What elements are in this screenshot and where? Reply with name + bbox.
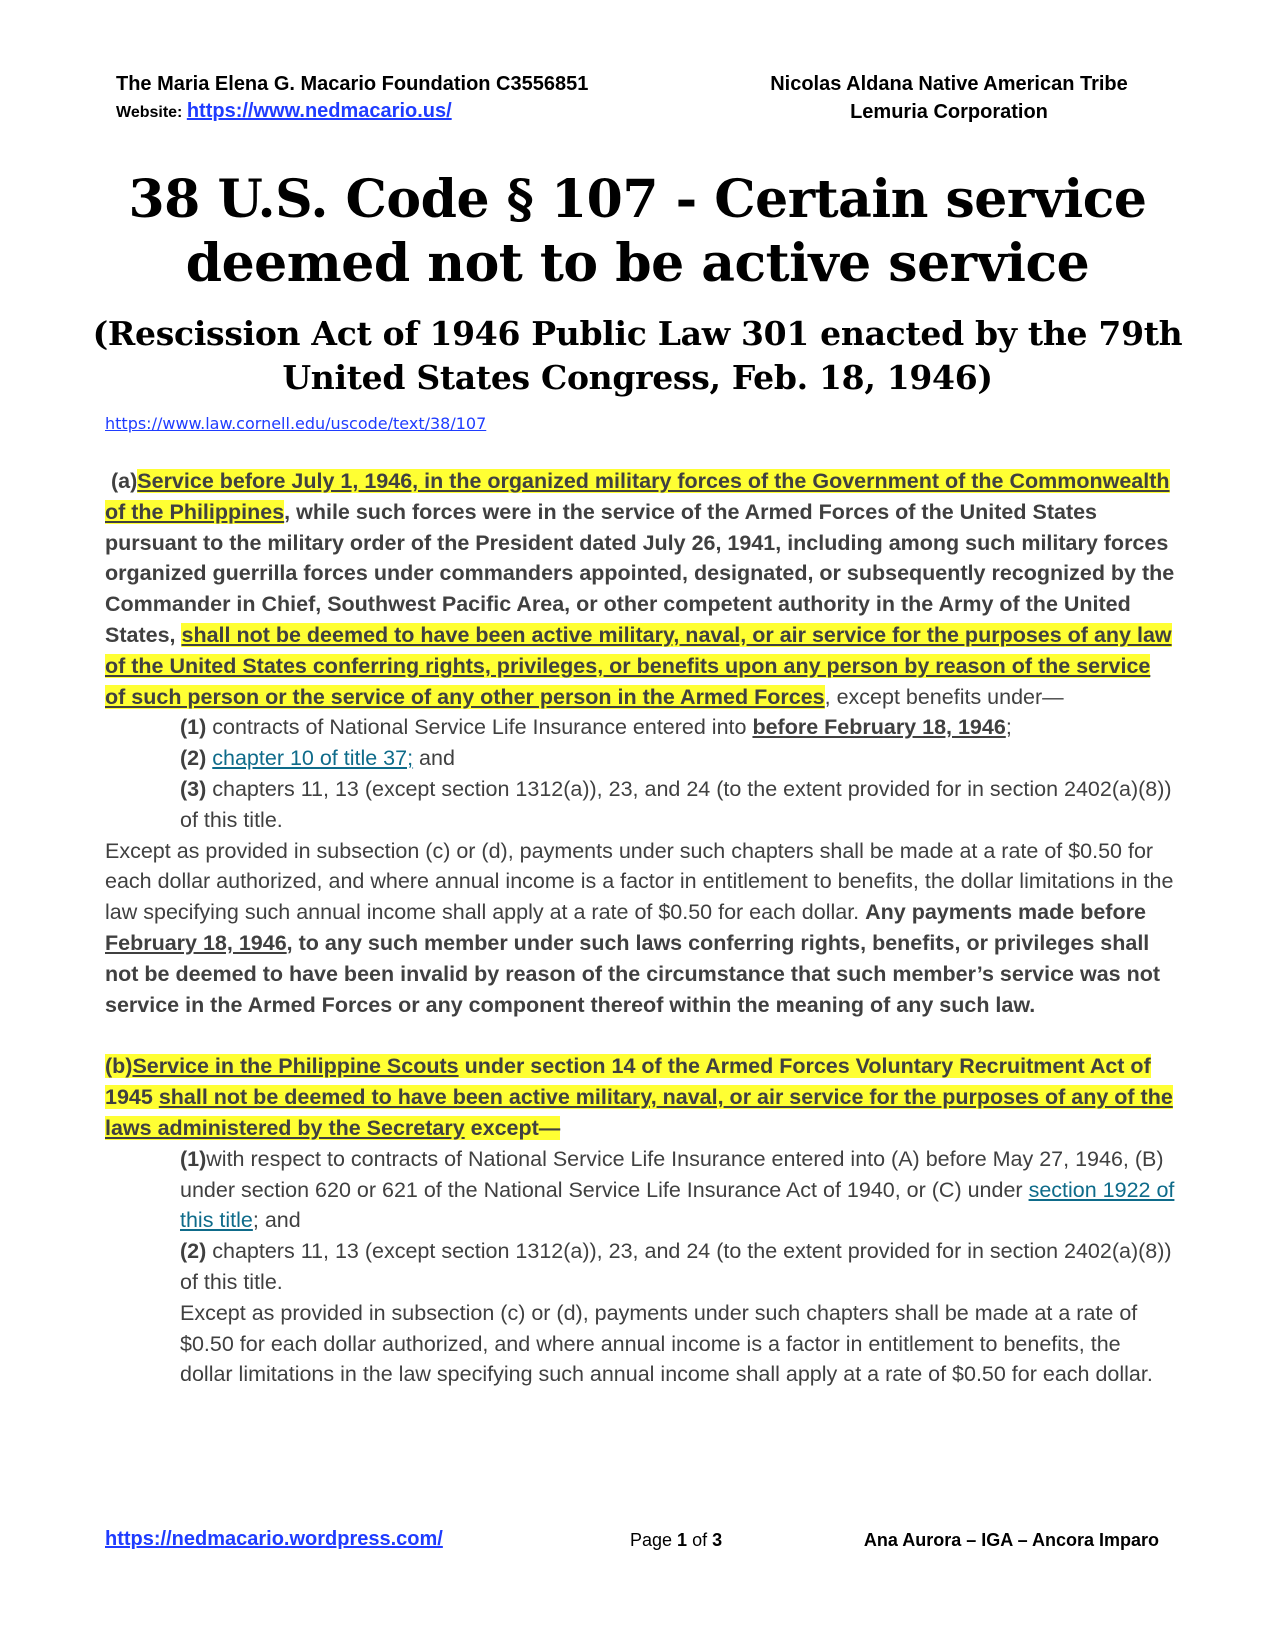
section-b-text1: under section 14 of the Armed Forces Voluntary Recruitment Act of 1945	[105, 1054, 1151, 1110]
para-bold-1: Any payments made before	[865, 900, 1146, 925]
item-end: ;	[1005, 715, 1012, 740]
section-a-text2: , except benefits under—	[824, 684, 1064, 709]
section-a-highlight-start: Service before July 1, 1946, in the organized military forces of the Government of the Commonwealth of the Philippines	[105, 469, 1170, 524]
footer-link[interactable]: https://nedmacario.wordpress.com/	[105, 1528, 443, 1550]
page-total: 3	[712, 1530, 723, 1550]
item-date: before February 18, 1946	[752, 715, 1006, 740]
section-a-text1: , while such forces were in the service of the Armed Forces of the United States pursuant to the military order of the President dated July 26, 1941, including among such military forces organized guerrilla forces under commanders appointed, designated, or subsequently recognized by the Commander in Chief, Southwest Pacific Area, or other competent authority in the Army of the United States,	[105, 499, 1175, 647]
item-text: chapters 11, 13 (except section 1312(a)), 23, and 24 (to the extent provided for in section 2402(a)(8)) of this title.	[180, 776, 1172, 832]
item-number: (1)	[180, 1146, 207, 1171]
item-end: ; and	[252, 1208, 301, 1233]
item-end: and	[413, 746, 455, 771]
para-date: February 18, 1946	[105, 930, 287, 955]
header-left	[116, 70, 588, 126]
item-number: (3)	[180, 776, 207, 801]
section-b-item-2	[105, 1236, 1175, 1298]
item-text: contracts of National Service Life Insurance entered into	[206, 715, 753, 740]
section-a-item-3	[105, 774, 1175, 836]
website-link[interactable]: https://www.nedmacario.us/	[186, 100, 452, 122]
section-a-item-1	[105, 712, 1175, 743]
item-number: (2)	[180, 1239, 207, 1264]
item-text: chapters 11, 13 (except section 1312(a)), 23, and 24 (to the extent provided for in section 2402(a)(8)) of this title.	[180, 1239, 1172, 1294]
page-current: 1	[677, 1530, 688, 1550]
section-a-label: (a)	[110, 469, 138, 493]
section-b-highlight-deemed: shall not be deemed to have been active military, naval, or air service for the purposes of any of the laws administered by the Secretary	[105, 1085, 1173, 1140]
footer-right-text: Ana Aurora – IGA – Ancora Imparo	[863, 1530, 1159, 1550]
document-title: 38 U.S. Code § 107 - Certain service deemed not to be active service	[128, 169, 1147, 294]
item-number: (1)	[180, 715, 207, 740]
section-1922-link[interactable]: section 1922 of this title	[180, 1177, 1175, 1233]
foundation-name: The Maria Elena G. Macario Foundation C3556851	[116, 73, 589, 95]
section-b-highlight-scouts: Service in the Philippine Scouts	[132, 1054, 459, 1079]
document-body	[105, 466, 1175, 1390]
document-subtitle: (Rescission Act of 1946 Public Law 301 enacted by the 79th United States Congress, Feb. 18, 1946)	[92, 314, 1183, 397]
page-of: of	[687, 1530, 713, 1550]
section-b-label: (b)	[105, 1054, 133, 1079]
website-line	[116, 98, 588, 126]
section-a-paragraph	[105, 466, 1175, 712]
page-prefix: Page	[630, 1530, 678, 1550]
corporation-name: Lemuria Corporation	[850, 101, 1048, 123]
section-a-highlight-mid: shall not be deemed to have been active military, naval, or air service for the purposes of any law of the United States conferring rights, privileges, or benefits upon any person by reason of the service of such person or the service of any other person in the Armed Forces	[105, 622, 1172, 709]
website-label: Website:	[116, 104, 187, 121]
chapter-10-link[interactable]: chapter 10 of title 37;	[212, 746, 414, 771]
para-text: Except as provided in subsection (c) or (d), payments under such chapters shall be made at a rate of $0.50 for each dollar authorized, and where annual income is a factor in entitlement to benefits, the dollar limitations in the law specifying such annual income shall apply at a rate of $0.50 for each dollar.	[105, 838, 1174, 925]
page-footer	[105, 1528, 1159, 1558]
item-number: (2)	[180, 746, 207, 771]
header-right	[739, 70, 1159, 126]
page-header	[116, 70, 1159, 126]
item-text: with respect to contracts of National Service Life Insurance entered into (A) before May 27, 1946, (B) under section 620 or 621 of the National Service Life Insurance Act of 1940, or (C) under	[180, 1146, 1164, 1202]
section-gap	[105, 1020, 1175, 1051]
section-a-paragraph-2	[105, 836, 1175, 1021]
source-link[interactable]: https://www.law.cornell.edu/uscode/text/38/107	[105, 414, 487, 433]
section-a-item-2	[105, 743, 1175, 774]
section-b-text2: except—	[464, 1115, 561, 1140]
section-b-paragraph-2: Except as provided in subsection (c) or (d), payments under such chapters shall be made at a rate of $0.50 for each dollar authorized, and where annual income is a factor in entitlement to benefits, the dollar limitations in the law specifying such annual income shall apply at a rate of $0.50 for each dollar.	[180, 1300, 1153, 1387]
page-number	[630, 1530, 722, 1551]
section-b-item-1	[105, 1144, 1175, 1236]
section-b-paragraph	[105, 1051, 1175, 1143]
para-bold-2: , to any such member under such laws conferring rights, benefits, or privileges shall not be deemed to have been invalid by reason of the circumstance that such member’s service was not service in the Armed Forces or any component thereof within the meaning of any such law.	[105, 930, 1161, 1017]
tribe-name: Nicolas Aldana Native American Tribe	[770, 73, 1128, 95]
